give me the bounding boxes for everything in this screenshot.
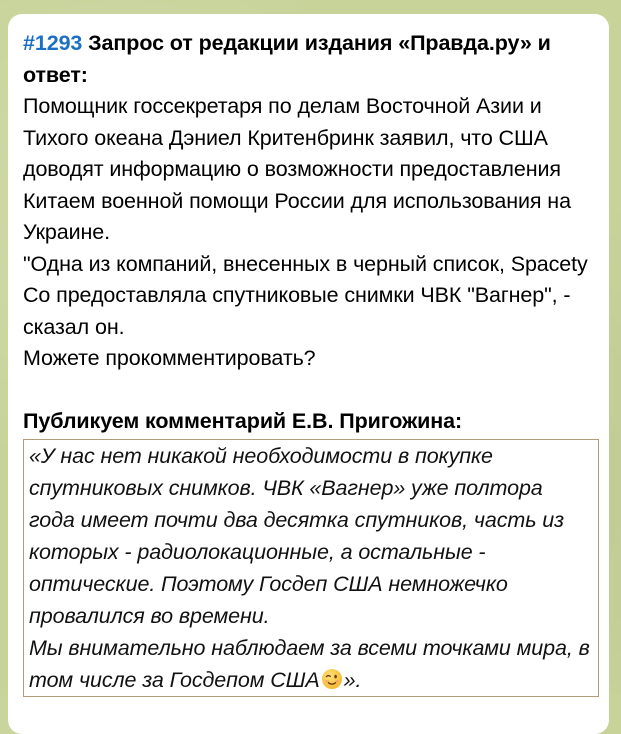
comment-heading: Публикуем комментарий Е.В. Пригожина:: [23, 409, 463, 433]
quote-closing: ».: [343, 667, 362, 692]
question-paragraph: Помощник госсекретаря по делам Восточной Азии и Тихого океана Дэниел Критенбринк заявил, что США доводят информацию о возможности предоставления Китаем военной помощи России для использования на Украине.: [23, 94, 571, 244]
quote-paragraph-last: [29, 632, 592, 696]
message-text: [23, 28, 597, 697]
title-text: Запрос от редакции издания «Правда.ру» и ответ:: [23, 31, 551, 87]
question-paragraph: "Одна из компаний, внесенных в черный список, Spacety Co предоставляла спутниковые снимки ЧВК "Вагнер", - сказал он.: [23, 251, 588, 339]
message-bubble: [8, 14, 609, 734]
paragraph-gap: [23, 375, 597, 407]
quote-text: Мы внимательно наблюдаем за всеми точками мира, в том числе за Госдепом США: [29, 635, 590, 692]
quote-block: [23, 439, 599, 697]
question-paragraph: Можете прокомментировать?: [23, 346, 316, 370]
winking-face-emoji-icon: [321, 667, 343, 689]
hashtag-link[interactable]: #1293: [23, 31, 83, 55]
message-title: [23, 28, 597, 91]
quote-paragraph: «У нас нет никакой необходимости в покупке спутниковых снимков. ЧВК «Вагнер» уже полтора года имеет почти два десятка спутников, часть из которых - радиолокационные, а остальные - оптические. Поэтому Госдеп США немножечко провалился во времени.: [29, 443, 565, 628]
